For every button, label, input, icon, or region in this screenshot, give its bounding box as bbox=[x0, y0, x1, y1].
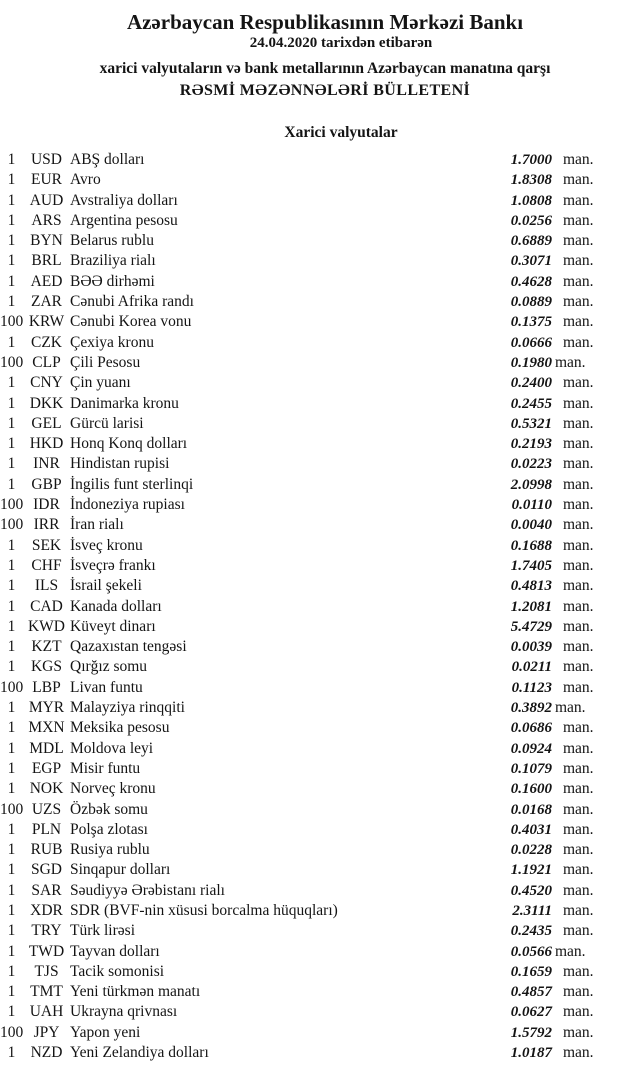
unit-suffix-cell: man. bbox=[563, 374, 594, 392]
unit-suffix-cell: man. bbox=[555, 699, 586, 717]
rate-value-cell: 1.7000 bbox=[510, 152, 552, 168]
table-row bbox=[0, 982, 620, 1002]
quantity-cell: 1 bbox=[7, 394, 16, 412]
unit-suffix-cell: man. bbox=[563, 394, 594, 412]
quantity-cell: 100 bbox=[0, 313, 24, 331]
currency-name-cell: İsveç kronu bbox=[70, 536, 143, 554]
quantity-cell: 1 bbox=[7, 719, 16, 737]
quantity-cell: 1 bbox=[7, 820, 16, 838]
unit-suffix-cell: man. bbox=[563, 1003, 594, 1021]
rate-value-cell: 0.0666 bbox=[510, 334, 552, 351]
rate-value-cell: 0.0110 bbox=[511, 497, 552, 514]
currency-code-cell: KRW bbox=[28, 313, 65, 331]
table-row bbox=[0, 921, 620, 941]
currency-name-cell: İngilis funt sterlinqi bbox=[70, 475, 194, 493]
currency-code-cell: CNY bbox=[30, 374, 63, 392]
unit-suffix-cell: man. bbox=[555, 353, 586, 371]
quantity-cell: 100 bbox=[0, 353, 24, 371]
unit-suffix-cell: man. bbox=[563, 861, 594, 879]
quantity-cell: 1 bbox=[7, 232, 16, 250]
table-row bbox=[0, 1043, 620, 1063]
rate-value-cell: 0.1600 bbox=[510, 781, 552, 798]
table-row bbox=[0, 739, 620, 759]
quantity-cell: 1 bbox=[7, 455, 16, 473]
quantity-cell: 1 bbox=[7, 1044, 16, 1062]
unit-suffix-cell: man. bbox=[563, 800, 594, 818]
currency-code-cell: TWD bbox=[28, 942, 65, 960]
rate-value-cell: 0.4628 bbox=[510, 273, 552, 290]
currency-name-cell: ABŞ dolları bbox=[70, 151, 145, 168]
currency-name-cell: Tayvan dolları bbox=[70, 942, 160, 960]
rate-value-cell: 1.7405 bbox=[510, 557, 552, 574]
currency-code-cell: GBP bbox=[31, 475, 62, 493]
unit-suffix-cell: man. bbox=[563, 617, 594, 635]
quantity-cell: 1 bbox=[7, 658, 16, 676]
currency-name-cell: Qazaxıstan tengəsi bbox=[70, 638, 187, 656]
table-row bbox=[0, 231, 620, 251]
quantity-cell: 1 bbox=[7, 333, 16, 351]
rate-value-cell: 2.0998 bbox=[510, 476, 552, 493]
currency-name-cell: Türk lirəsi bbox=[70, 922, 135, 940]
table-row bbox=[0, 860, 620, 880]
unit-suffix-cell: man. bbox=[563, 820, 594, 838]
unit-suffix-cell: man. bbox=[563, 739, 594, 757]
table-row bbox=[0, 394, 620, 414]
bulletin-title: RƏSMİ MƏZƏNNƏLƏRİ BÜLLETENİ bbox=[179, 82, 471, 99]
unit-suffix-cell: man. bbox=[563, 577, 594, 595]
rate-value-cell: 0.1659 bbox=[510, 963, 552, 980]
rate-value-cell: 0.4813 bbox=[510, 578, 552, 595]
quantity-cell: 1 bbox=[7, 556, 16, 574]
currency-code-cell: XDR bbox=[30, 901, 63, 919]
currency-name-cell: Avro bbox=[70, 171, 101, 189]
quantity-cell: 1 bbox=[7, 374, 16, 392]
currency-code-cell: ZAR bbox=[31, 293, 62, 311]
table-row bbox=[0, 657, 620, 677]
unit-suffix-cell: man. bbox=[563, 597, 594, 615]
currency-name-cell: Sinqapur dolları bbox=[70, 861, 171, 879]
currency-name-cell: Argentina pesosu bbox=[70, 211, 178, 229]
table-row bbox=[0, 800, 620, 820]
quantity-cell: 1 bbox=[7, 699, 16, 717]
table-row bbox=[0, 759, 620, 779]
rate-value-cell: 0.1375 bbox=[510, 314, 552, 331]
rate-value-cell: 0.0627 bbox=[510, 1004, 552, 1021]
quantity-cell: 1 bbox=[7, 780, 16, 798]
quantity-cell: 1 bbox=[7, 841, 16, 859]
unit-suffix-cell: man. bbox=[563, 719, 594, 737]
currency-code-cell: BRL bbox=[31, 252, 62, 270]
bulletin-subtitle: xarici valyutaların və bank metallarının Azərbaycan manatına qarşı bbox=[99, 60, 551, 77]
table-row bbox=[0, 698, 620, 718]
table-row bbox=[0, 820, 620, 840]
currency-code-cell: IRR bbox=[33, 516, 60, 534]
quantity-cell: 1 bbox=[7, 536, 16, 554]
quantity-cell: 100 bbox=[0, 678, 24, 696]
currency-name-cell: Polşa zlotası bbox=[70, 820, 148, 838]
currency-code-cell: EGP bbox=[31, 759, 62, 777]
quantity-cell: 1 bbox=[7, 435, 16, 453]
table-row bbox=[0, 556, 620, 576]
currency-name-cell: Livan funtu bbox=[70, 678, 143, 696]
currency-code-cell: KZT bbox=[31, 638, 62, 656]
effective-date: 24.04.2020 tarixdən etibarən bbox=[249, 35, 433, 51]
currency-code-cell: PLN bbox=[31, 820, 62, 838]
quantity-cell: 1 bbox=[7, 211, 16, 229]
unit-suffix-cell: man. bbox=[563, 272, 594, 290]
currency-code-cell: LBP bbox=[32, 678, 61, 696]
rate-value-cell: 1.5792 bbox=[510, 1024, 552, 1041]
table-row bbox=[0, 373, 620, 393]
rate-value-cell: 1.0808 bbox=[510, 192, 552, 209]
quantity-cell: 1 bbox=[7, 962, 16, 980]
currency-code-cell: SGD bbox=[30, 861, 62, 879]
table-row bbox=[0, 1023, 620, 1043]
quantity-cell: 1 bbox=[7, 759, 16, 777]
currency-code-cell: KWD bbox=[27, 617, 66, 635]
currency-code-cell: AED bbox=[30, 272, 63, 290]
unit-suffix-cell: man. bbox=[563, 1023, 594, 1041]
bank-title: Azərbaycan Respublikasının Mərkəzi Bankı bbox=[126, 10, 524, 34]
currency-code-cell: UAH bbox=[29, 1003, 64, 1021]
rate-value-cell: 0.0566 bbox=[510, 943, 552, 960]
table-row bbox=[0, 576, 620, 596]
table-row bbox=[0, 170, 620, 190]
currency-name-cell: Honq Konq dolları bbox=[70, 435, 188, 453]
unit-suffix-cell: man. bbox=[563, 638, 594, 656]
rate-value-cell: 0.1079 bbox=[510, 760, 552, 777]
unit-suffix-cell: man. bbox=[563, 901, 594, 919]
table-row bbox=[0, 495, 620, 515]
currency-name-cell: Avstraliya dolları bbox=[70, 191, 178, 209]
rate-value-cell: 0.0889 bbox=[510, 294, 552, 311]
quantity-cell: 1 bbox=[7, 272, 16, 290]
currency-name-cell: Moldova leyi bbox=[70, 739, 154, 757]
rate-value-cell: 5.4729 bbox=[510, 618, 552, 635]
rate-value-cell: 0.2400 bbox=[510, 375, 552, 392]
rate-value-cell: 0.0211 bbox=[511, 659, 552, 676]
currency-code-cell: CHF bbox=[31, 556, 62, 574]
currency-code-cell: CLP bbox=[32, 353, 61, 371]
currency-name-cell: Tacik somonisi bbox=[70, 962, 165, 980]
bulletin-header bbox=[30, 9, 620, 101]
quantity-cell: 1 bbox=[7, 1003, 16, 1021]
currency-name-cell: İndoneziya rupiası bbox=[70, 496, 185, 514]
rate-value-cell: 0.1123 bbox=[511, 679, 552, 696]
quantity-cell: 1 bbox=[7, 597, 16, 615]
table-row bbox=[0, 191, 620, 211]
rate-value-cell: 0.0924 bbox=[510, 740, 552, 757]
table-row bbox=[0, 292, 620, 312]
unit-suffix-cell: man. bbox=[563, 658, 594, 676]
table-row bbox=[0, 718, 620, 738]
rate-value-cell: 2.3111 bbox=[512, 902, 552, 919]
section-title-foreign-currencies: Xarici valyutalar bbox=[284, 124, 398, 141]
currency-name-cell: İran rialı bbox=[70, 516, 124, 534]
rates-table bbox=[0, 150, 620, 1063]
currency-name-cell: İsrail şekeli bbox=[70, 577, 142, 595]
rate-value-cell: 0.5321 bbox=[510, 415, 552, 432]
currency-name-cell: Yapon yeni bbox=[70, 1023, 141, 1041]
rate-value-cell: 0.4857 bbox=[510, 984, 552, 1001]
rate-value-cell: 1.1921 bbox=[510, 862, 552, 879]
currency-code-cell: HKD bbox=[29, 435, 64, 453]
unit-suffix-cell: man. bbox=[563, 536, 594, 554]
unit-suffix-cell: man. bbox=[563, 962, 594, 980]
table-row bbox=[0, 414, 620, 434]
quantity-cell: 1 bbox=[7, 901, 16, 919]
currency-code-cell: BYN bbox=[30, 232, 63, 250]
currency-name-cell: İsveçrə frankı bbox=[70, 556, 156, 574]
currency-code-cell: MYR bbox=[28, 699, 65, 717]
unit-suffix-cell: man. bbox=[563, 759, 594, 777]
table-row bbox=[0, 617, 620, 637]
unit-suffix-cell: man. bbox=[563, 455, 594, 473]
rate-value-cell: 0.0168 bbox=[510, 801, 552, 818]
rate-value-cell: 0.3071 bbox=[510, 253, 552, 270]
currency-code-cell: UZS bbox=[31, 800, 62, 818]
unit-suffix-cell: man. bbox=[563, 293, 594, 311]
table-row bbox=[0, 942, 620, 962]
rate-value-cell: 0.0256 bbox=[510, 212, 552, 229]
currency-name-cell: Cənubi Korea vonu bbox=[70, 313, 192, 331]
rate-value-cell: 0.2193 bbox=[510, 436, 552, 453]
table-row bbox=[0, 536, 620, 556]
unit-suffix-cell: man. bbox=[563, 556, 594, 574]
rate-value-cell: 0.0223 bbox=[510, 456, 552, 473]
unit-suffix-cell: man. bbox=[563, 151, 594, 168]
table-row bbox=[0, 678, 620, 698]
currency-code-cell: CZK bbox=[31, 333, 62, 351]
table-row bbox=[0, 475, 620, 495]
rate-value-cell: 0.2435 bbox=[510, 923, 552, 940]
table-row bbox=[0, 637, 620, 657]
currency-code-cell: USD bbox=[30, 151, 62, 168]
table-row bbox=[0, 150, 620, 170]
currency-name-cell: Kanada dolları bbox=[70, 597, 162, 615]
rate-value-cell: 0.0686 bbox=[510, 720, 552, 737]
quantity-cell: 1 bbox=[7, 861, 16, 879]
currency-code-cell: DKK bbox=[29, 394, 64, 412]
table-row bbox=[0, 312, 620, 332]
currency-name-cell: Yeni türkmən manatı bbox=[70, 983, 201, 1001]
unit-suffix-cell: man. bbox=[563, 922, 594, 940]
table-row bbox=[0, 272, 620, 292]
currency-name-cell: Çexiya kronu bbox=[70, 333, 154, 351]
currency-name-cell: Ukrayna qrivnası bbox=[70, 1003, 178, 1021]
currency-name-cell: Norveç kronu bbox=[70, 780, 156, 798]
unit-suffix-cell: man. bbox=[563, 475, 594, 493]
quantity-cell: 1 bbox=[7, 638, 16, 656]
quantity-cell: 1 bbox=[7, 942, 16, 960]
currency-code-cell: ARS bbox=[31, 211, 62, 229]
unit-suffix-cell: man. bbox=[563, 171, 594, 189]
quantity-cell: 1 bbox=[7, 252, 16, 270]
unit-suffix-cell: man. bbox=[563, 881, 594, 899]
table-row bbox=[0, 962, 620, 982]
unit-suffix-cell: man. bbox=[563, 414, 594, 432]
table-row bbox=[0, 881, 620, 901]
currency-code-cell: MDL bbox=[29, 739, 64, 757]
currency-code-cell: RUB bbox=[30, 841, 63, 859]
currency-code-cell: IDR bbox=[33, 496, 60, 514]
table-row bbox=[0, 840, 620, 860]
currency-code-cell: SEK bbox=[31, 536, 62, 554]
rate-value-cell: 0.1688 bbox=[510, 537, 552, 554]
currency-name-cell: Hindistan rupisi bbox=[70, 455, 170, 473]
currency-name-cell: Səudiyyə Ərəbistanı rialı bbox=[70, 881, 225, 899]
currency-name-cell: BƏƏ dirhəmi bbox=[70, 272, 155, 290]
rate-value-cell: 0.0039 bbox=[510, 639, 552, 656]
currency-name-cell: Misir funtu bbox=[70, 759, 141, 777]
currency-name-cell: SDR (BVF-nin xüsusi borcalma hüquqları) bbox=[70, 901, 338, 919]
unit-suffix-cell: man. bbox=[563, 496, 594, 514]
quantity-cell: 100 bbox=[0, 496, 24, 514]
quantity-cell: 1 bbox=[7, 414, 16, 432]
quantity-cell: 1 bbox=[7, 881, 16, 899]
currency-name-cell: Braziliya rialı bbox=[70, 252, 156, 270]
rate-value-cell: 0.0228 bbox=[510, 842, 552, 859]
currency-name-cell: Küveyt dinarı bbox=[70, 617, 156, 635]
currency-name-cell: Cənubi Afrika randı bbox=[70, 293, 194, 311]
quantity-cell: 1 bbox=[7, 151, 16, 168]
currency-code-cell: AUD bbox=[29, 191, 64, 209]
quantity-cell: 100 bbox=[0, 800, 24, 818]
quantity-cell: 1 bbox=[7, 475, 16, 493]
rate-value-cell: 0.3892 bbox=[510, 700, 552, 717]
table-row bbox=[0, 353, 620, 373]
quantity-cell: 1 bbox=[7, 577, 16, 595]
currency-code-cell: ILS bbox=[34, 577, 59, 595]
table-row bbox=[0, 597, 620, 617]
rate-value-cell: 1.8308 bbox=[510, 172, 552, 189]
quantity-cell: 1 bbox=[7, 191, 16, 209]
table-row bbox=[0, 434, 620, 454]
currency-name-cell: Meksika pesosu bbox=[70, 719, 170, 737]
currency-name-cell: Çin yuanı bbox=[70, 374, 131, 392]
currency-name-cell: Qırğız somu bbox=[70, 658, 148, 676]
currency-code-cell: TRY bbox=[31, 922, 62, 940]
rate-value-cell: 0.1980 bbox=[510, 354, 552, 371]
quantity-cell: 1 bbox=[7, 171, 16, 189]
rate-value-cell: 0.2455 bbox=[510, 395, 552, 412]
currency-code-cell: INR bbox=[33, 455, 60, 473]
currency-name-cell: Belarus rublu bbox=[70, 232, 154, 250]
unit-suffix-cell: man. bbox=[563, 333, 594, 351]
currency-name-cell: Özbək somu bbox=[70, 800, 148, 818]
currency-name-cell: Gürcü larisi bbox=[70, 414, 144, 432]
currency-code-cell: TMT bbox=[30, 983, 63, 1001]
currency-code-cell: EUR bbox=[31, 171, 62, 189]
unit-suffix-cell: man. bbox=[555, 942, 586, 960]
currency-code-cell: NZD bbox=[30, 1044, 63, 1062]
currency-code-cell: NOK bbox=[29, 780, 64, 798]
unit-suffix-cell: man. bbox=[563, 435, 594, 453]
unit-suffix-cell: man. bbox=[563, 232, 594, 250]
currency-code-cell: JPY bbox=[33, 1023, 60, 1041]
rate-value-cell: 1.2081 bbox=[510, 598, 552, 615]
table-row bbox=[0, 779, 620, 799]
quantity-cell: 100 bbox=[0, 1023, 24, 1041]
unit-suffix-cell: man. bbox=[563, 1044, 594, 1062]
table-row bbox=[0, 211, 620, 231]
rate-value-cell: 0.6889 bbox=[510, 233, 552, 250]
currency-code-cell: GEL bbox=[31, 414, 62, 432]
unit-suffix-cell: man. bbox=[563, 252, 594, 270]
currency-code-cell: SAR bbox=[31, 881, 62, 899]
unit-suffix-cell: man. bbox=[563, 780, 594, 798]
table-row bbox=[0, 515, 620, 535]
quantity-cell: 1 bbox=[7, 739, 16, 757]
table-row bbox=[0, 1002, 620, 1022]
currency-name-cell: Yeni Zelandiya dolları bbox=[70, 1044, 209, 1062]
table-row bbox=[0, 454, 620, 474]
rate-value-cell: 0.4520 bbox=[510, 882, 552, 899]
currency-name-cell: Danimarka kronu bbox=[70, 394, 179, 412]
quantity-cell: 1 bbox=[7, 617, 16, 635]
quantity-cell: 100 bbox=[0, 516, 24, 534]
table-row bbox=[0, 333, 620, 353]
currency-name-cell: Rusiya rublu bbox=[70, 841, 150, 859]
table-row bbox=[0, 251, 620, 271]
unit-suffix-cell: man. bbox=[563, 313, 594, 331]
unit-suffix-cell: man. bbox=[563, 211, 594, 229]
rate-value-cell: 1.0187 bbox=[510, 1045, 552, 1062]
unit-suffix-cell: man. bbox=[563, 983, 594, 1001]
rate-value-cell: 0.4031 bbox=[510, 821, 552, 838]
quantity-cell: 1 bbox=[7, 293, 16, 311]
quantity-cell: 1 bbox=[7, 983, 16, 1001]
rate-value-cell: 0.0040 bbox=[510, 517, 552, 534]
currency-code-cell: MXN bbox=[28, 719, 65, 737]
unit-suffix-cell: man. bbox=[563, 191, 594, 209]
unit-suffix-cell: man. bbox=[563, 516, 594, 534]
currency-code-cell: TJS bbox=[34, 962, 59, 980]
currency-code-cell: KGS bbox=[30, 658, 62, 676]
unit-suffix-cell: man. bbox=[563, 841, 594, 859]
table-row bbox=[0, 901, 620, 921]
currency-code-cell: CAD bbox=[30, 597, 63, 615]
quantity-cell: 1 bbox=[7, 922, 16, 940]
currency-name-cell: Çili Pesosu bbox=[70, 353, 141, 371]
unit-suffix-cell: man. bbox=[563, 678, 594, 696]
currency-name-cell: Malayziya rinqqiti bbox=[70, 699, 185, 717]
